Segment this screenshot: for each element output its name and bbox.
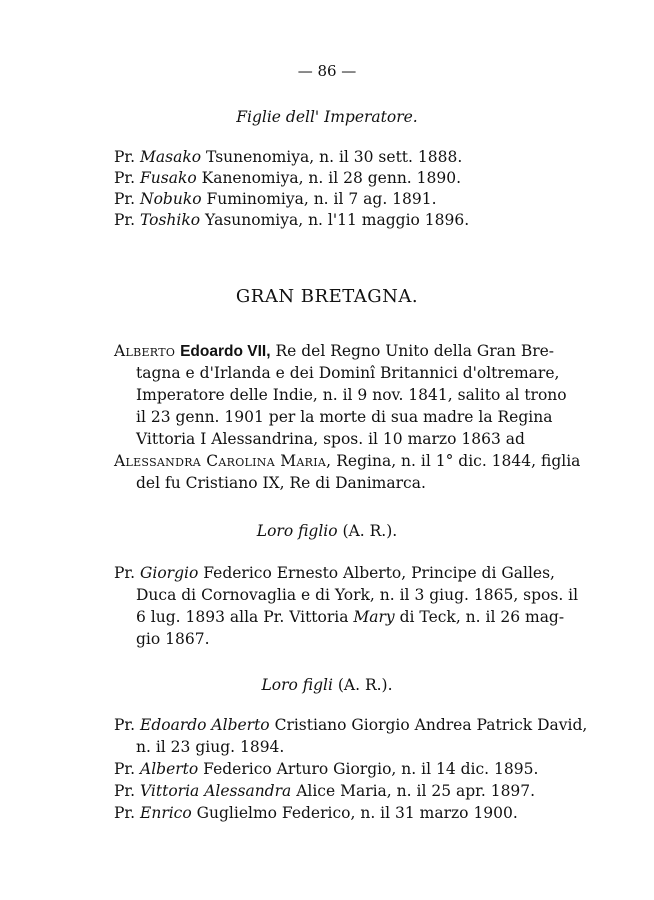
entry-text: Cristiano Giorgio Andrea Patrick David, [274,716,588,734]
prefix: Pr. [114,782,136,800]
entry-text: Kanenomiya, n. il 28 genn. 1890. [201,169,462,187]
sovereign-line-5: Vittoria I Alessandrina, spos. il 10 marzo 1863 ad [136,430,525,448]
subheading-children [0,674,654,696]
given-name: Masako [140,148,202,166]
given-name: Giorgio [140,564,199,582]
list-item [114,167,461,189]
list-item [114,188,437,210]
prefix: Pr. [114,716,136,734]
list-item [114,146,462,168]
son-line-1 [114,562,555,584]
italic-name: Mary [353,608,395,626]
section-heading-text: Figlie dell' Imperatore. [236,108,418,126]
sovereign-line-1 [114,340,555,363]
section-title-gran-bretagna: GRAN BRETAGNA. [235,286,419,307]
sovereign-line-2: tagna e d'Irlanda e dei Dominî Britannici d'oltremare, [136,364,560,382]
list-item [114,780,535,802]
subheading-rest: (A. R.). [342,522,398,540]
line-text: Re del Regno Unito della Gran Bre- [275,342,555,360]
list-item [114,714,588,736]
entry-text: Tsunenomiya, n. il 30 sett. 1888. [205,148,463,166]
page-number: — 86 — [297,62,357,80]
line-text: di Teck, n. il 26 mag- [399,608,565,626]
subheading-rest: (A. R.). [337,676,393,694]
given-name: Enrico [140,804,192,822]
son-line-4: gio 1867. [136,630,210,648]
subheading-son [0,520,654,542]
consort-name: Alessandra Carolina Maria, [114,452,332,470]
entry-text: Fuminomiya, n. il 7 ag. 1891. [206,190,437,208]
prefix: Pr. [114,169,136,187]
prefix: Pr. [114,211,136,229]
sovereign-first-name: Alberto [114,342,176,360]
given-name: Edoardo Alberto [140,716,270,734]
given-name: Alberto [140,760,199,778]
list-item [114,209,469,231]
line-text: Regina, n. il 1° dic. 1844, figlia [336,452,581,470]
subheading-italic: Loro figli [261,676,333,694]
given-name: Toshiko [140,211,201,229]
prefix: Pr. [114,804,136,822]
son-line-3 [136,606,565,628]
son-line-2: Duca di Cornovaglia e di York, n. il 3 giug. 1865, spos. il [136,586,579,604]
sovereign-line-3: Imperatore delle Indie, n. il 9 nov. 1841, salito al trono [136,386,567,404]
entry-text: Yasunomiya, n. l'11 maggio 1896. [205,211,470,229]
line-text: 6 lug. 1893 alla Pr. Vittoria [136,608,349,626]
entry-text: Guglielmo Federico, n. il 31 marzo 1900. [196,804,518,822]
prefix: Pr. [114,760,136,778]
line-text: Federico Ernesto Alberto, Principe di Galles, [203,564,555,582]
list-item [114,758,538,780]
prefix: Pr. [114,148,136,166]
list-item [114,802,518,824]
sovereign-line-4: il 23 genn. 1901 per la morte di sua madre la Regina [136,408,553,426]
prefix: Pr. [114,564,136,582]
section-heading-daughters [0,106,654,128]
given-name: Fusako [140,169,197,187]
sovereign-regnal-name: Edoardo VII, [180,343,271,360]
entry-text: Alice Maria, n. il 25 apr. 1897. [296,782,536,800]
subheading-italic: Loro figlio [256,522,338,540]
sovereign-line-7: del fu Cristiano IX, Re di Danimarca. [136,474,426,492]
entry-text: Federico Arturo Giorgio, n. il 14 dic. 1895. [203,760,539,778]
sovereign-line-6 [114,450,581,472]
list-item-continuation: n. il 23 giug. 1894. [136,738,285,756]
given-name: Nobuko [140,190,202,208]
given-name: Vittoria Alessandra [140,782,292,800]
prefix: Pr. [114,190,136,208]
